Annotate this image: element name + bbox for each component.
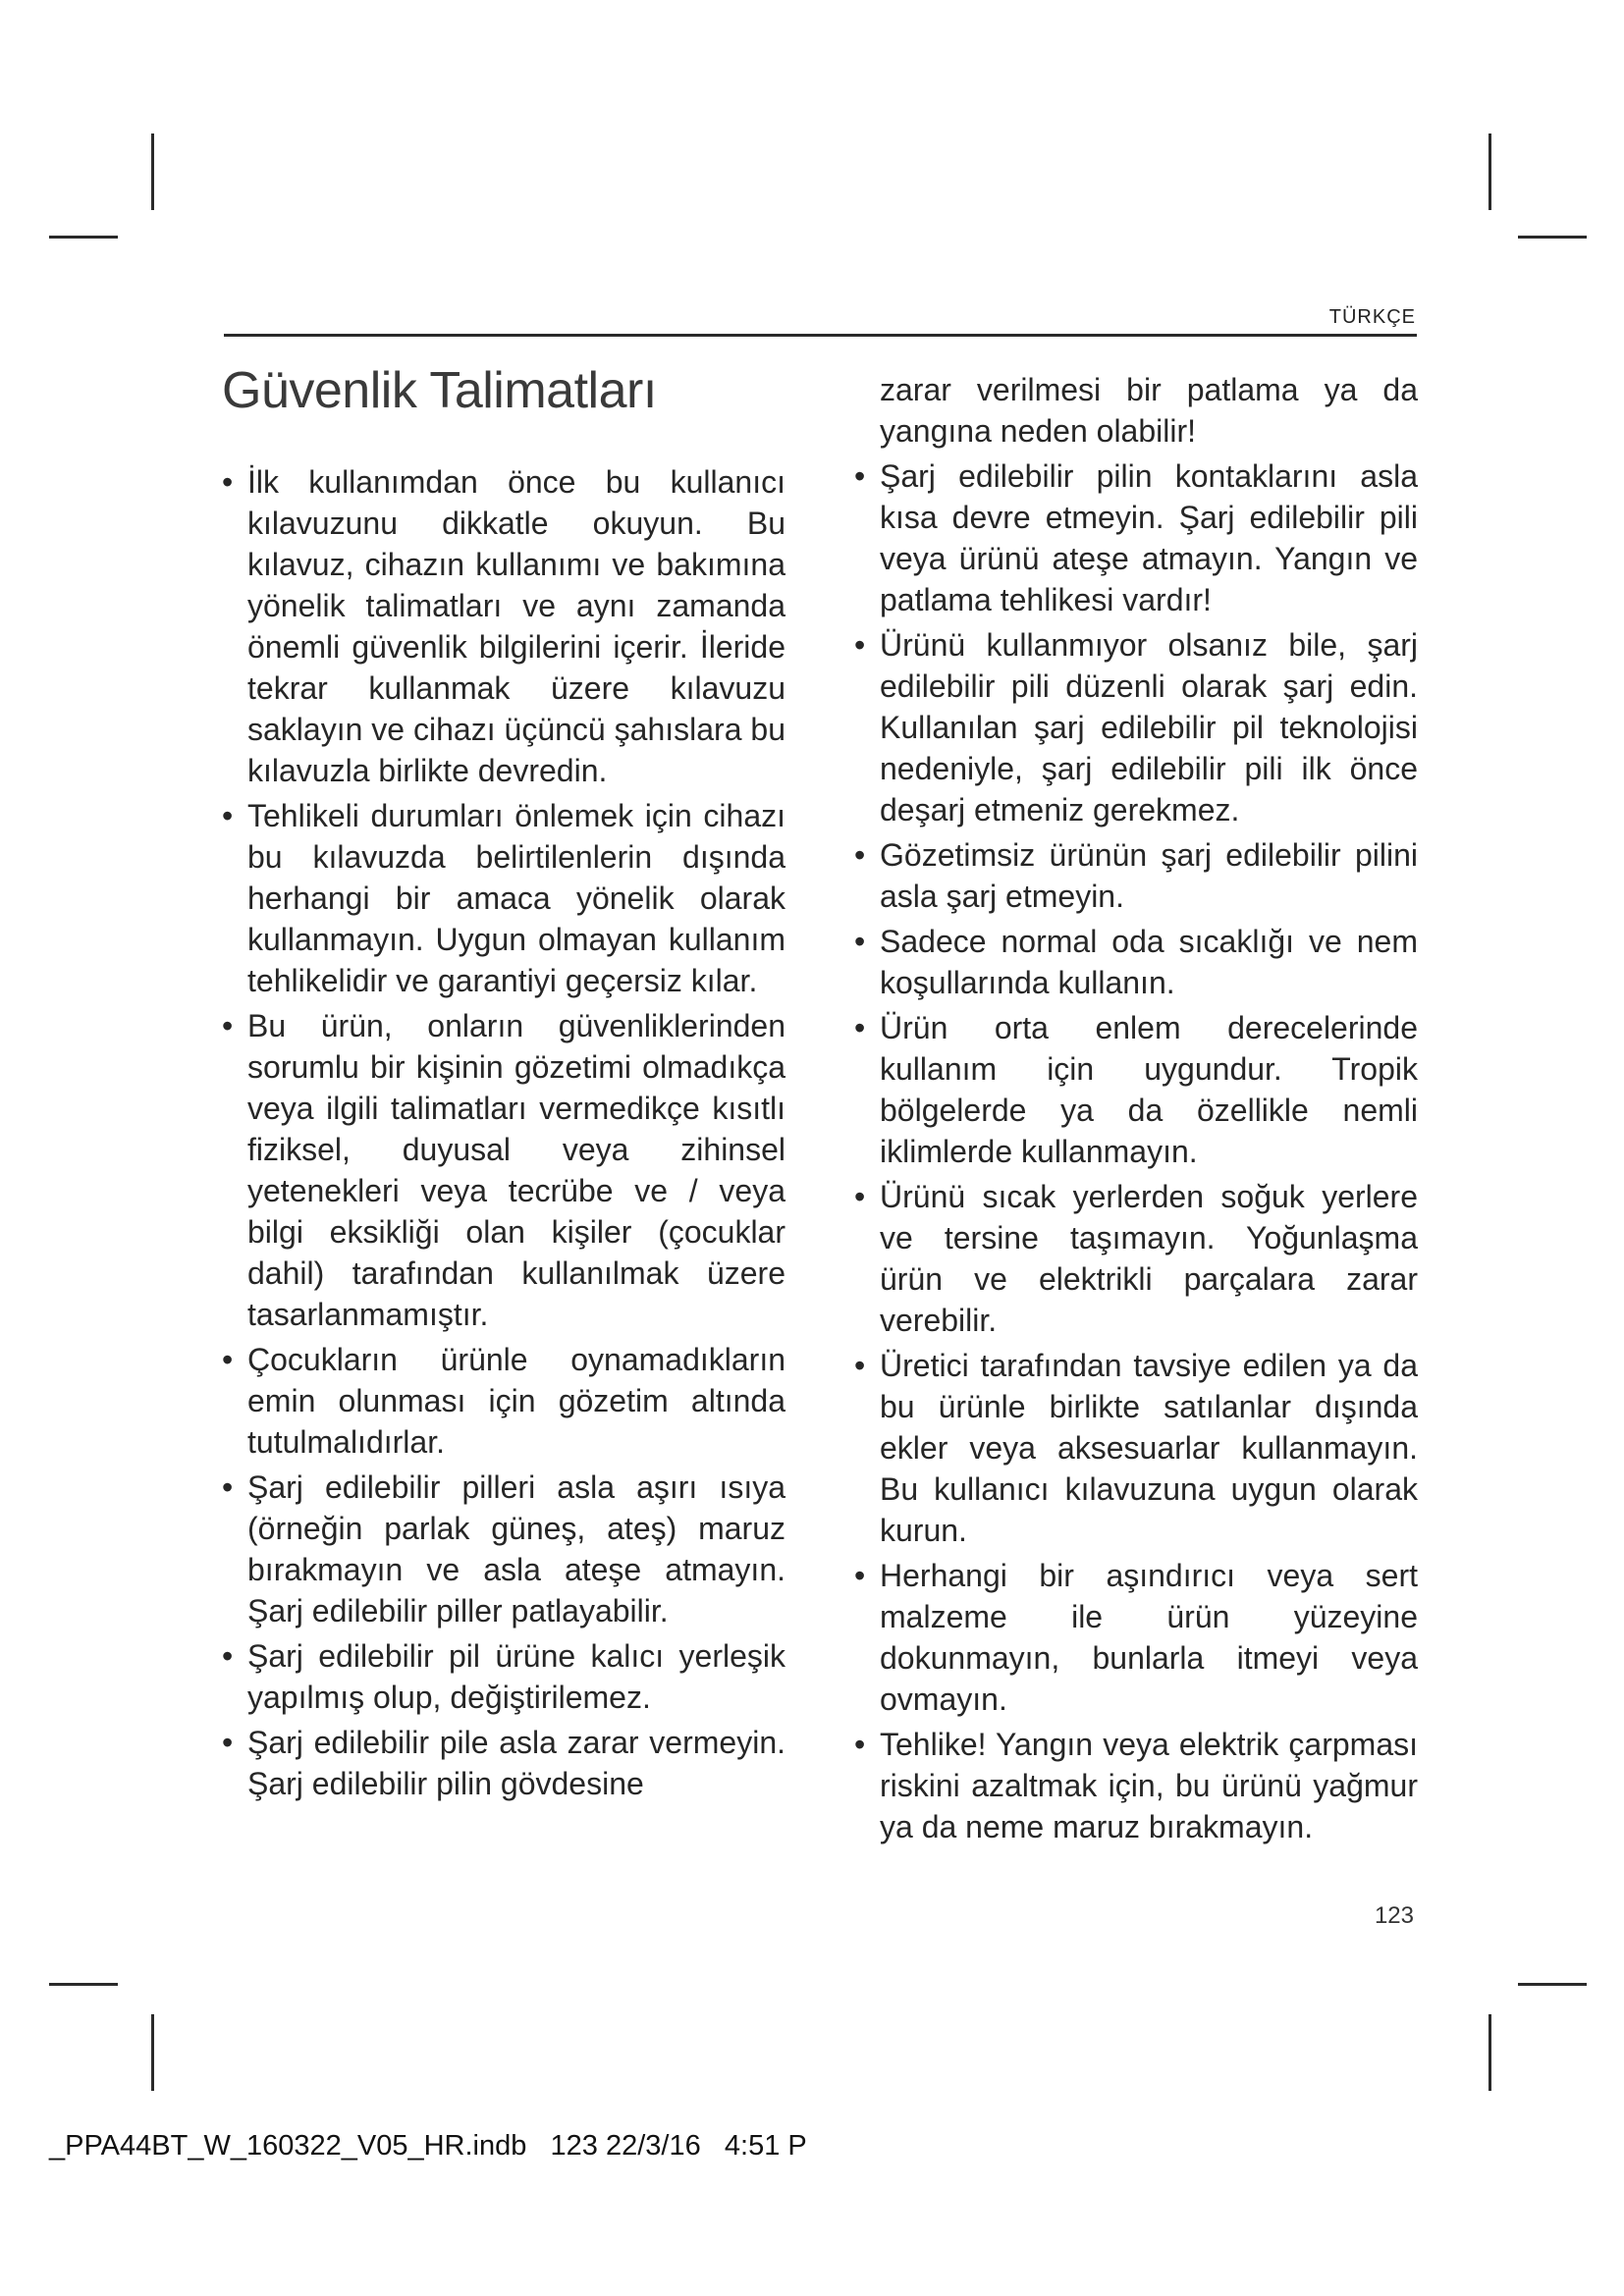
left-column-list xyxy=(222,461,785,1808)
list-item: • Üretici tarafından tavsiye edilen ya da bu ürünle birlikte satılanlar dışında ekler veya aksesuarlar kullanmayın. Bu kullanıcı kılavuzuna uygun olarak kurun. xyxy=(854,1345,1418,1551)
crop-mark-top-left-vertical xyxy=(151,133,154,210)
list-item: • Ürünü kullanmıyor olsanız bile, şarj edilebilir pili düzenli olarak şarj edin. Kullanılan şarj edilebilir pil teknolojisi nedeniyle, şarj edilebilir pili ilk önce deşarj etmeniz gerekmez. xyxy=(854,624,1418,830)
crop-mark-bottom-left-horizontal xyxy=(49,1983,118,1986)
header-rule xyxy=(224,334,1417,337)
right-column-list xyxy=(854,369,1418,1851)
list-item: • Şarj edilebilir pilin kontaklarını asla kısa devre etmeyin. Şarj edilebilir pili veya ürünü ateşe atmayın. Yangın ve patlama tehlikesi vardır! xyxy=(854,455,1418,620)
page-title: Güvenlik Talimatları xyxy=(222,362,657,419)
print-slug: _PPA44BT_W_160322_V05_HR.indb 123 22/3/16 4:51 P xyxy=(49,2130,807,2162)
crop-mark-top-right-horizontal xyxy=(1518,236,1587,239)
list-item: • Şarj edilebilir pilleri asla aşırı ısıya (örneğin parlak güneş, ateş) maruz bırakmayın ve asla ateşe atmayın. Şarj edilebilir piller patlayabilir. xyxy=(222,1467,785,1631)
crop-mark-top-left-horizontal xyxy=(49,236,118,239)
list-item: • İlk kullanımdan önce bu kullanıcı kılavuzunu dikkatle okuyun. Bu kılavuz, cihazın kullanımı ve bakımına yönelik talimatları ve aynı zamanda önemli güvenlik bilgilerini içerir. İleride tekrar kullanmak üzere kılavuzu saklayın ve cihazı üçüncü şahıslara bu kılavuzla birlikte devredin. xyxy=(222,461,785,791)
list-item: • Tehlikeli durumları önlemek için cihazı bu kılavuzda belirtilenlerin dışında herhangi bir amaca yönelik olarak kullanmayın. Uygun olmayan kullanım tehlikelidir ve garantiyi geçersiz kılar. xyxy=(222,795,785,1001)
list-item: • Tehlike! Yangın veya elektrik çarpması riskini azaltmak için, bu ürünü yağmur ya da neme maruz bırakmayın. xyxy=(854,1724,1418,1847)
crop-mark-bottom-right-horizontal xyxy=(1518,1983,1587,1986)
list-item: • Şarj edilebilir pil ürüne kalıcı yerleşik yapılmış olup, değiştirilemez. xyxy=(222,1635,785,1718)
list-item: • Herhangi bir aşındırıcı veya sert malzeme ile ürün yüzeyine dokunmayın, bunlarla itmeyi veya ovmayın. xyxy=(854,1555,1418,1720)
crop-mark-top-right-vertical xyxy=(1489,133,1491,210)
language-label: TÜRKÇE xyxy=(1328,306,1416,328)
page-number: 123 xyxy=(1374,1902,1414,1929)
list-item: • Gözetimsiz ürünün şarj edilebilir pilini asla şarj etmeyin. xyxy=(854,834,1418,917)
list-item: • Ürünü sıcak yerlerden soğuk yerlere ve tersine taşımayın. Yoğunlaşma ürün ve elektrikli parçalara zarar verebilir. xyxy=(854,1176,1418,1341)
list-item: • Şarj edilebilir pile asla zarar vermeyin. Şarj edilebilir pilin gövdesine xyxy=(222,1722,785,1804)
crop-mark-bottom-left-vertical xyxy=(151,2014,154,2091)
list-item: • Sadece normal oda sıcaklığı ve nem koşullarında kullanın. xyxy=(854,921,1418,1003)
list-item: • Çocukların ürünle oynamadıkların emin olunması için gözetim altında tutulmalıdırlar. xyxy=(222,1339,785,1463)
continued-text: zarar verilmesi bir patlama ya da yangına neden olabilir! xyxy=(880,372,1418,449)
list-item: • Ürün orta enlem derecelerinde kullanım için uygundur. Tropik bölgelerde ya da özellikle nemli iklimlerde kullanmayın. xyxy=(854,1007,1418,1172)
list-item: • Bu ürün, onların güvenliklerinden sorumlu bir kişinin gözetimi olmadıkça veya ilgili talimatları vermedikçe kısıtlı fiziksel, duyusal veya zihinsel yetenekleri veya tecrübe ve / veya bilgi eksikliği olan kişiler (çocuklar dahil) tarafından kullanılmak üzere tasarlanmamıştır. xyxy=(222,1005,785,1335)
crop-mark-bottom-right-vertical xyxy=(1489,2014,1491,2091)
